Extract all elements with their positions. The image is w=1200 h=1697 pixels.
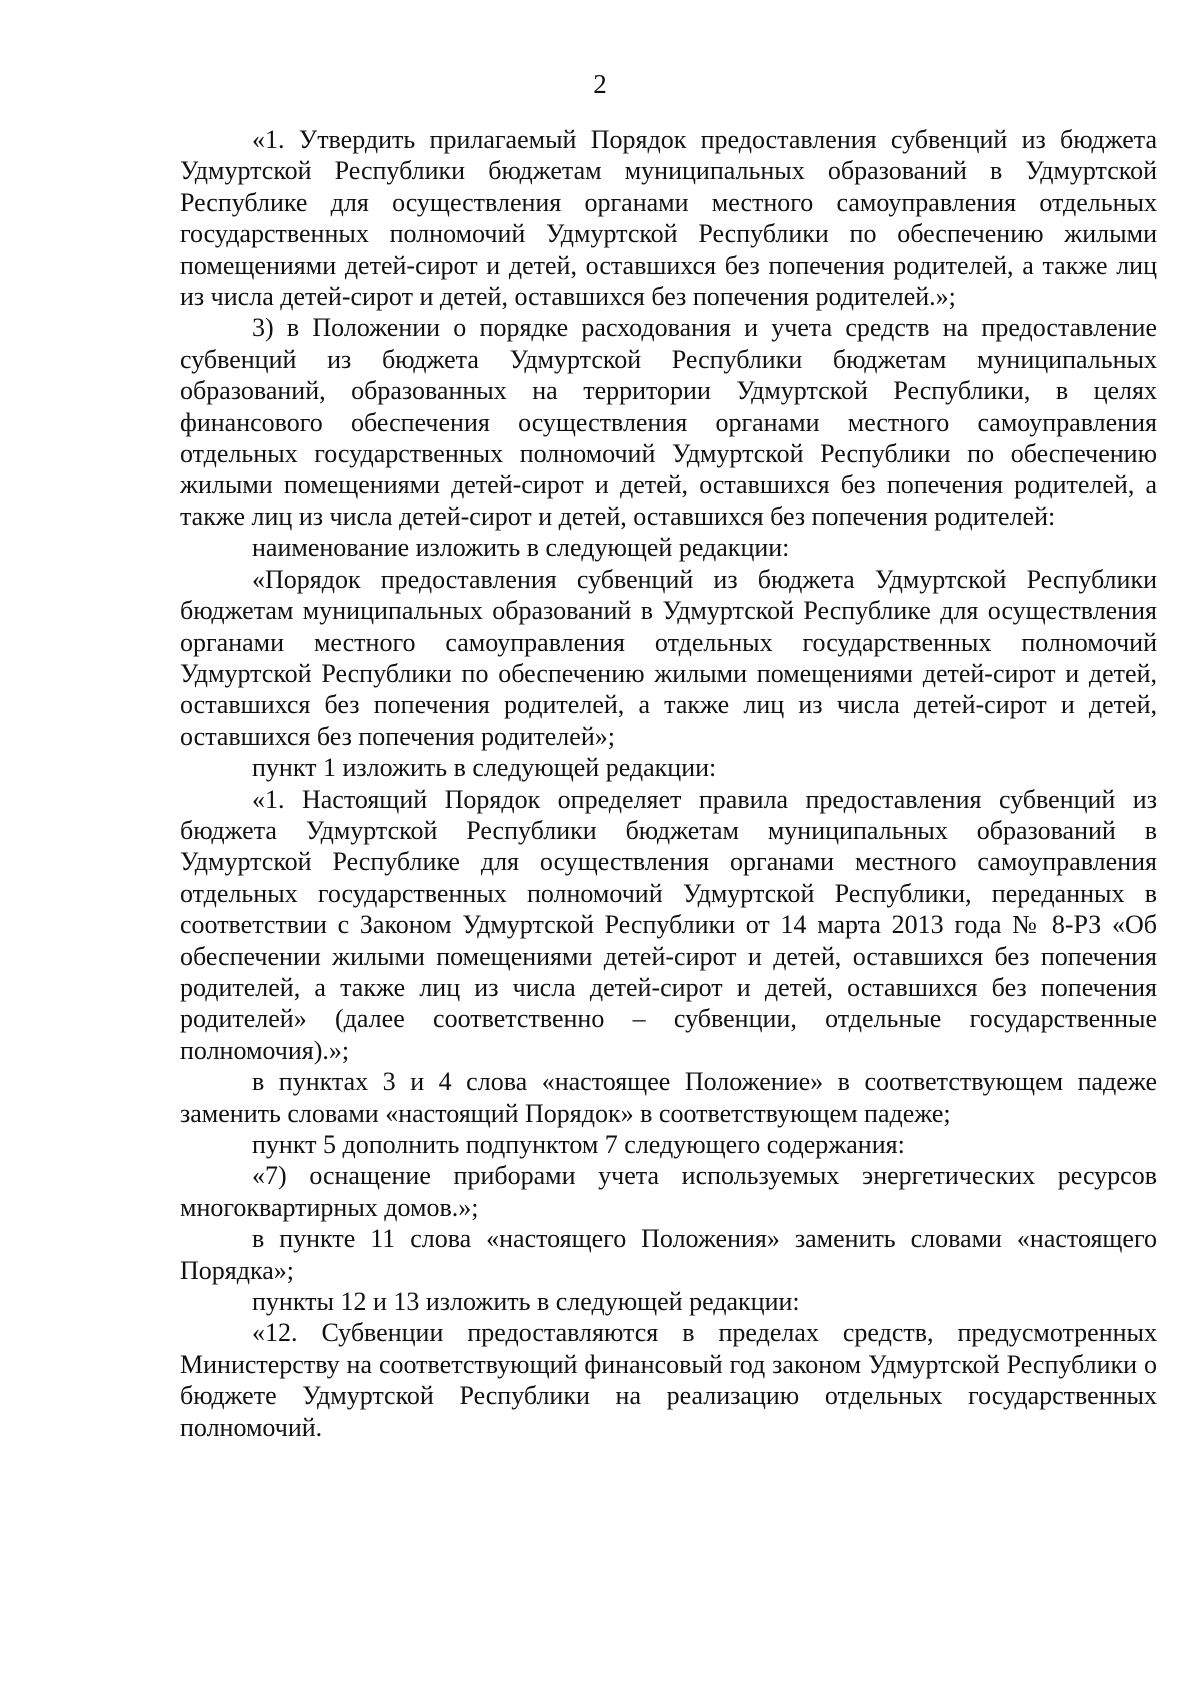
paragraph-points-3-4-amendment: в пунктах 3 и 4 слова «настоящее Положение» в соответствующем падеже заменить словами «настоящий Порядок» в соответствующем падеже;	[180, 1067, 1157, 1128]
document-body	[180, 124, 1157, 1443]
paragraph-new-point-12: «12. Субвенции предоставляются в пределах средств, предусмотренных Министерству на соответствующий финансовый год законом Удмуртской Республики о бюджете Удмуртской Республики на реализацию отдельных государственных полномочий.	[180, 1318, 1157, 1442]
paragraph-point-11-amendment: в пункте 11 слова «настоящего Положения» заменить словами «настоящего Порядка»;	[180, 1224, 1157, 1285]
paragraph-item-3-regulation: 3) в Положении о порядке расходования и учета средств на предоставление субвенций из бюджета Удмуртской Республики бюджетам муниципальных образований, образованных на территории Удмуртской Республики, в целях финансового обеспечения осуществления органами местного самоуправления отдельных государственных полномочий Удмуртской Республики по обеспечению жилыми помещениями детей-сирот и детей, оставшихся без попечения родителей, а также лиц из числа детей-сирот и детей, оставшихся без попечения родителей:	[180, 313, 1157, 531]
paragraph-new-point-1: «1. Настоящий Порядок определяет правила предоставления субвенций из бюджета Удмуртской Республики бюджетам муниципальных образований в Удмуртской Республике для осуществления органами местного самоуправления отдельных государственных полномочий Удмуртской Республики, переданных в соответствии с Законом Удмуртской Республики от 14 марта 2013 года № 8-РЗ «Об обеспечении жилыми помещениями детей-сирот и детей, оставшихся без попечения родителей, а также лиц из числа детей-сирот и детей, оставшихся без попечения родителей» (далее соответственно – субвенции, отдельные государственные полномочия).»;	[180, 784, 1157, 1065]
paragraph-points-12-13-amendment: пункты 12 и 13 изложить в следующей редакции:	[252, 1287, 800, 1317]
paragraph-subpoint-7: «7) оснащение приборами учета используемых энергетических ресурсов многоквартирных домов.»;	[180, 1161, 1157, 1222]
paragraph-title-amendment: наименование изложить в следующей редакции:	[252, 533, 790, 563]
paragraph-point-1-amendment: пункт 1 изложить в следующей редакции:	[252, 753, 717, 783]
page-number: 2	[593, 69, 607, 99]
paragraph-approve-procedure: «1. Утвердить прилагаемый Порядок предоставления субвенций из бюджета Удмуртской Республики бюджетам муниципальных образований в Удмуртской Республике для осуществления органами местного самоуправления отдельных государственных полномочий Удмуртской Республики по обеспечению жилыми помещениями детей-сирот и детей, оставшихся без попечения родителей, а также лиц из числа детей-сирот и детей, оставшихся без попечения родителей.»;	[180, 125, 1157, 312]
paragraph-new-title: «Порядок предоставления субвенций из бюджета Удмуртской Республики бюджетам муниципальных образований в Удмуртской Республике для осуществления органами местного самоуправления отдельных государственных полномочий Удмуртской Республики по обеспечению жилыми помещениями детей-сирот и детей, оставшихся без попечения родителей, а также лиц из числа детей-сирот и детей, оставшихся без попечения родителей»;	[180, 564, 1157, 751]
paragraph-point-5-amendment: пункт 5 дополнить подпунктом 7 следующего содержания:	[252, 1130, 905, 1159]
